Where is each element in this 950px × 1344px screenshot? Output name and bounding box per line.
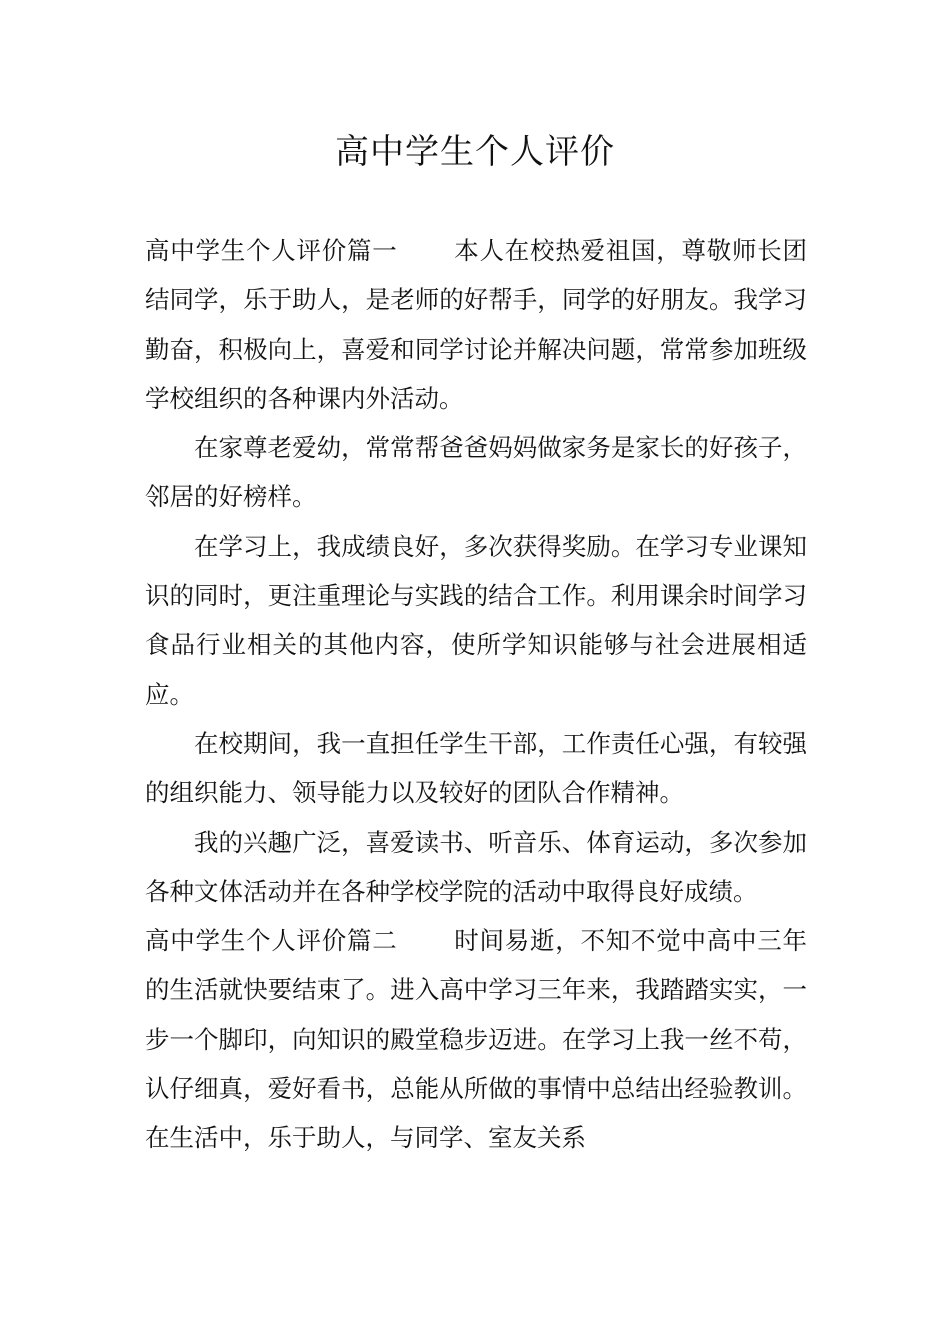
section-2-lead-text: 时间易逝，不知不觉中高中三年的生活就快要结束了。进入高中学习三年来，我踏踏实实，一步一个脚印，向知识的殿堂稳步迈进。在学习上我一丝不苟，认仔细真，爱好看书，总能从所做的事情中总结出经验教训。在生活中，乐于助人，与同学、室友关系 <box>145 926 807 1153</box>
section-1-paragraph-1: 在家尊老爱幼，常常帮爸爸妈妈做家务是家长的好孩子，邻居的好榜样。 <box>145 433 807 512</box>
section-1-paragraph-4: 我的兴趣广泛，喜爱读书、听音乐、体育运动，多次参加各种文体活动并在各种学校学院的活动中取得良好成绩。 <box>145 827 807 906</box>
document-body <box>145 226 807 1163</box>
section-1-first-paragraph <box>145 226 807 423</box>
section-1-paragraph-3: 在校期间，我一直担任学生干部，工作责任心强，有较强的组织能力、领导能力以及较好的团队合作精神。 <box>145 728 807 808</box>
section-1-heading: 高中学生个人评价篇一 <box>145 236 398 265</box>
section-2-first-paragraph <box>145 916 807 1162</box>
document-title: 高中学生个人评价 <box>335 132 615 172</box>
section-1-paragraph-2: 在学习上，我成绩良好，多次获得奖励。在学习专业课知识的同时，更注重理论与实践的结合工作。利用课余时间学习食品行业相关的其他内容，使所学知识能够与社会进展相适应。 <box>145 531 807 709</box>
section-2-heading: 高中学生个人评价篇二 <box>145 926 398 956</box>
section-1-lead-text: 本人在校热爱祖国，尊敬师长团结同学，乐于助人，是老师的好帮手，同学的好朋友。我学习勤奋，积极向上，喜爱和同学讨论并解决问题，常常参加班级学校组织的各种课内外活动。 <box>145 236 807 413</box>
